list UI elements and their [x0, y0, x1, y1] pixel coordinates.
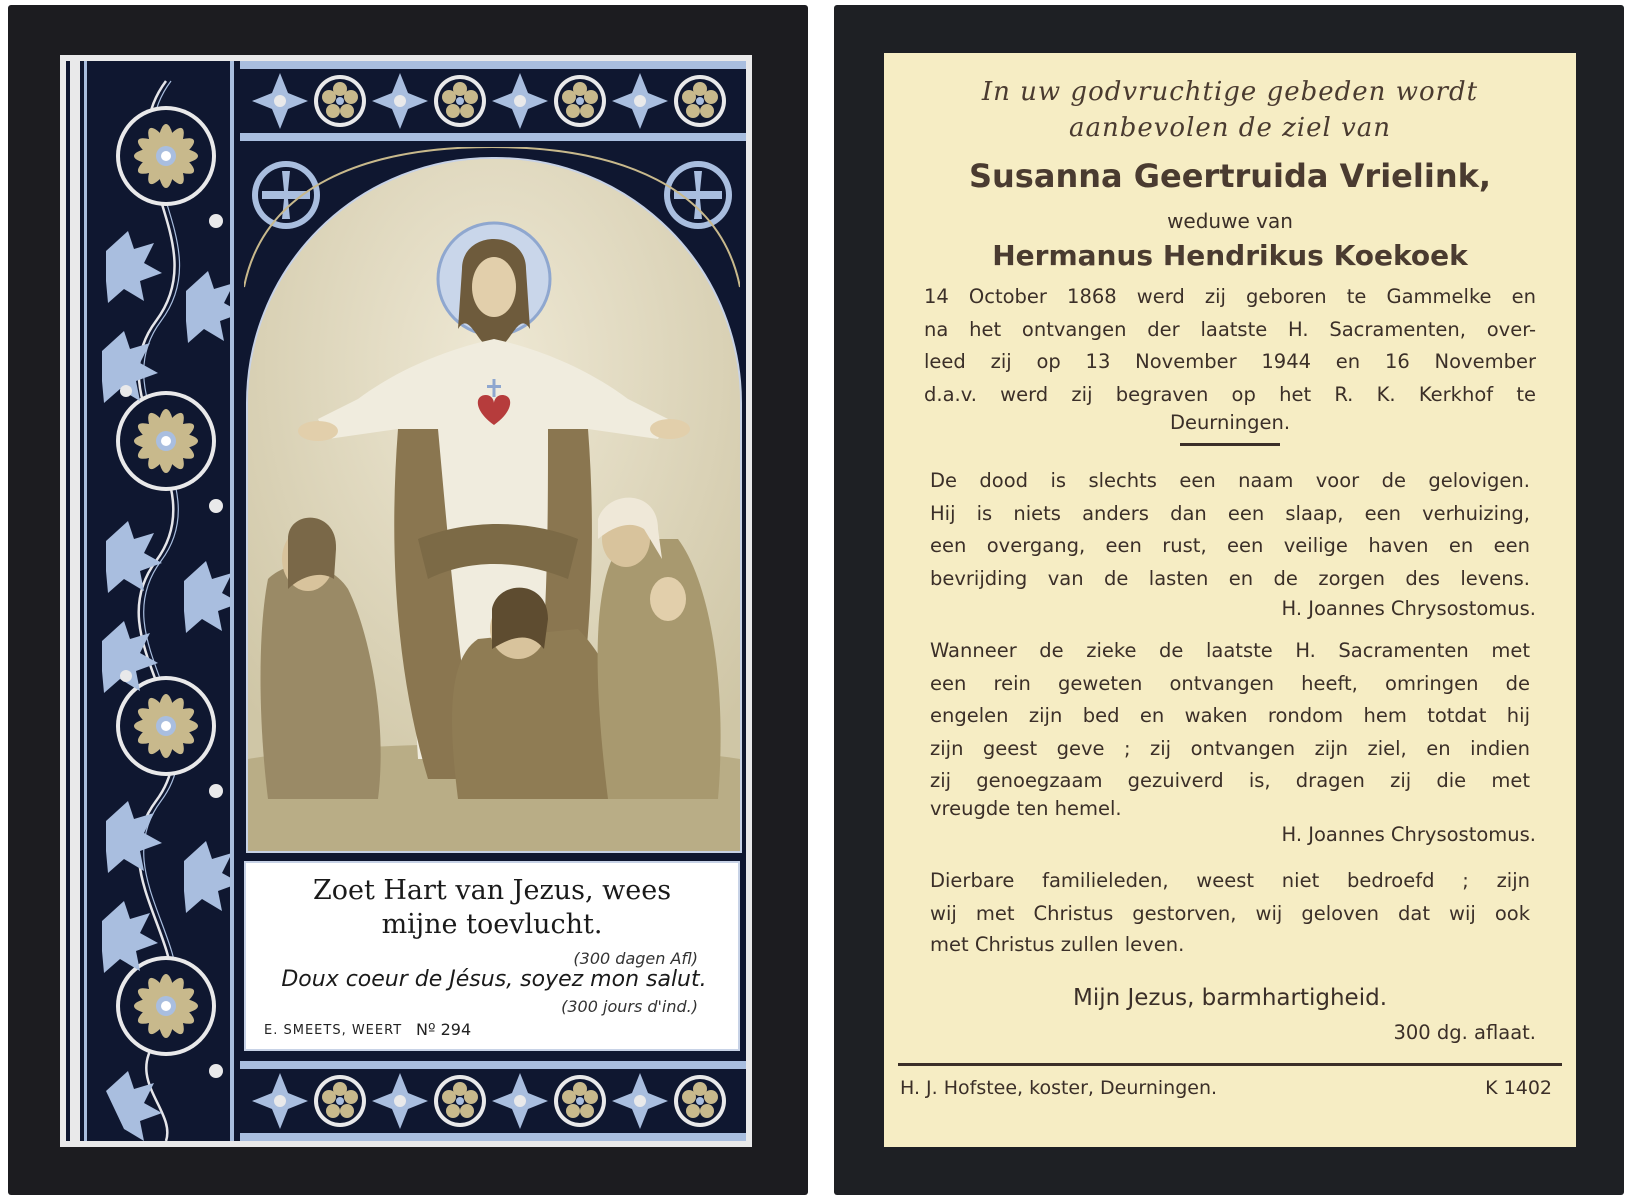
burial-place: Deurningen.: [1169, 411, 1291, 434]
card-catalog-number: Nº 294: [416, 1020, 472, 1039]
quote-line: Wanneer de zieke de laatste H. Sacramenten met: [930, 639, 1530, 662]
maltese-cross-icon: [252, 161, 320, 229]
quote-line: een rein geweten ontvangen heeft, omringen de: [930, 671, 1530, 695]
maltese-cross-icon: [664, 161, 732, 229]
motto-dutch-line2: mijne toevlucht.: [381, 909, 603, 940]
floral-border-bottom: [240, 1061, 746, 1141]
rosette-icon: [116, 391, 216, 491]
quote-2-paragraph: [930, 635, 1530, 798]
consolation-line: wij met Christus gestorven, wij geloven dat wij ook: [930, 901, 1530, 925]
quote-line: zijn geest geve ; zij ontvangen zijn ziel, en indien: [930, 736, 1530, 760]
biography-line: leed zij op 13 November 1944 en 16 November: [924, 350, 1536, 373]
rosette-icon: [116, 956, 216, 1056]
quote-line: een overgang, een rust, een veilige haven en een: [930, 534, 1530, 557]
quote-line: Hij is niets anders dan een slaap, een verhuizing,: [930, 501, 1530, 525]
quote-2-last-line: vreugde ten hemel.: [930, 797, 1122, 820]
caption-panel: [244, 861, 740, 1051]
deceased-name: Susanna Geertruida Vrielink,: [968, 157, 1492, 195]
biography-line: na het ontvangen der laatste H. Sacramenten, over-: [924, 317, 1536, 341]
card-back-text-panel: [884, 53, 1576, 1147]
section-divider: [1180, 443, 1280, 446]
quote-1-attribution: H. Joannes Chrysostomus.: [1281, 597, 1536, 620]
publisher-imprint: E. SMEETS, WEERT: [264, 1023, 403, 1038]
motto-french: Doux coeur de Jésus, soyez mon salut.: [281, 967, 707, 992]
card-front-border: [60, 55, 752, 1147]
memorial-card-front: [8, 5, 808, 1195]
indulgence-note: 300 dg. aflaat.: [1393, 1021, 1536, 1044]
footer-rule: [898, 1063, 1562, 1066]
intro-line-1: In uw godvruchtige gebeden wordt: [981, 77, 1479, 107]
family-consolation-paragraph: [930, 865, 1530, 930]
memorial-card-back: [834, 5, 1624, 1195]
biography-paragraph: [924, 281, 1536, 411]
print-code: K 1402: [1485, 1077, 1552, 1099]
widow-of-label: weduwe van: [1167, 209, 1293, 233]
indulgence-note-dutch: (300 dagen Afl): [573, 949, 698, 968]
quote-line: zij genoegzaam gezuiverd is, dragen zij die met: [930, 769, 1530, 792]
biography-line: d.a.v. werd zij begraven op het R. K. Kerkhof te: [924, 382, 1536, 406]
quote-line: De dood is slechts een naam voor de gelovigen.: [930, 469, 1530, 492]
quote-line: engelen zijn bed en waken rondom hem totdat hij: [930, 704, 1530, 727]
floral-border-top: [240, 61, 746, 141]
quote-1-paragraph: [930, 465, 1530, 595]
ejaculatory-prayer: Mijn Jezus, barmhartigheid.: [1072, 985, 1387, 1011]
floral-border-left: [66, 61, 234, 1141]
devotional-image: [248, 159, 740, 851]
consolation-line: Dierbare familieleden, weest niet bedroefd ; zijn: [930, 869, 1530, 892]
printer-credit: H. J. Hofstee, koster, Deurningen.: [900, 1077, 1218, 1099]
biography-line: 14 October 1868 werd zij geboren te Gammelke en: [924, 285, 1536, 308]
ornamental-frame: [66, 61, 746, 1141]
quote-2-attribution: H. Joannes Chrysostomus.: [1281, 823, 1536, 846]
motto-dutch-line1: Zoet Hart van Jezus, wees: [312, 875, 672, 906]
indulgence-note-french: (300 jours d'ind.): [561, 997, 698, 1016]
sacred-heart-illustration: [246, 157, 742, 853]
quote-line: bevrijding van de lasten en de zorgen des levens.: [930, 566, 1530, 590]
intro-line-2: aanbevolen de ziel van: [1068, 113, 1392, 143]
consolation-last-line: met Christus zullen leven.: [930, 933, 1185, 956]
rosette-icon: [116, 676, 216, 776]
spouse-name: Hermanus Hendrikus Koekoek: [992, 239, 1468, 272]
rosette-icon: [116, 106, 216, 206]
